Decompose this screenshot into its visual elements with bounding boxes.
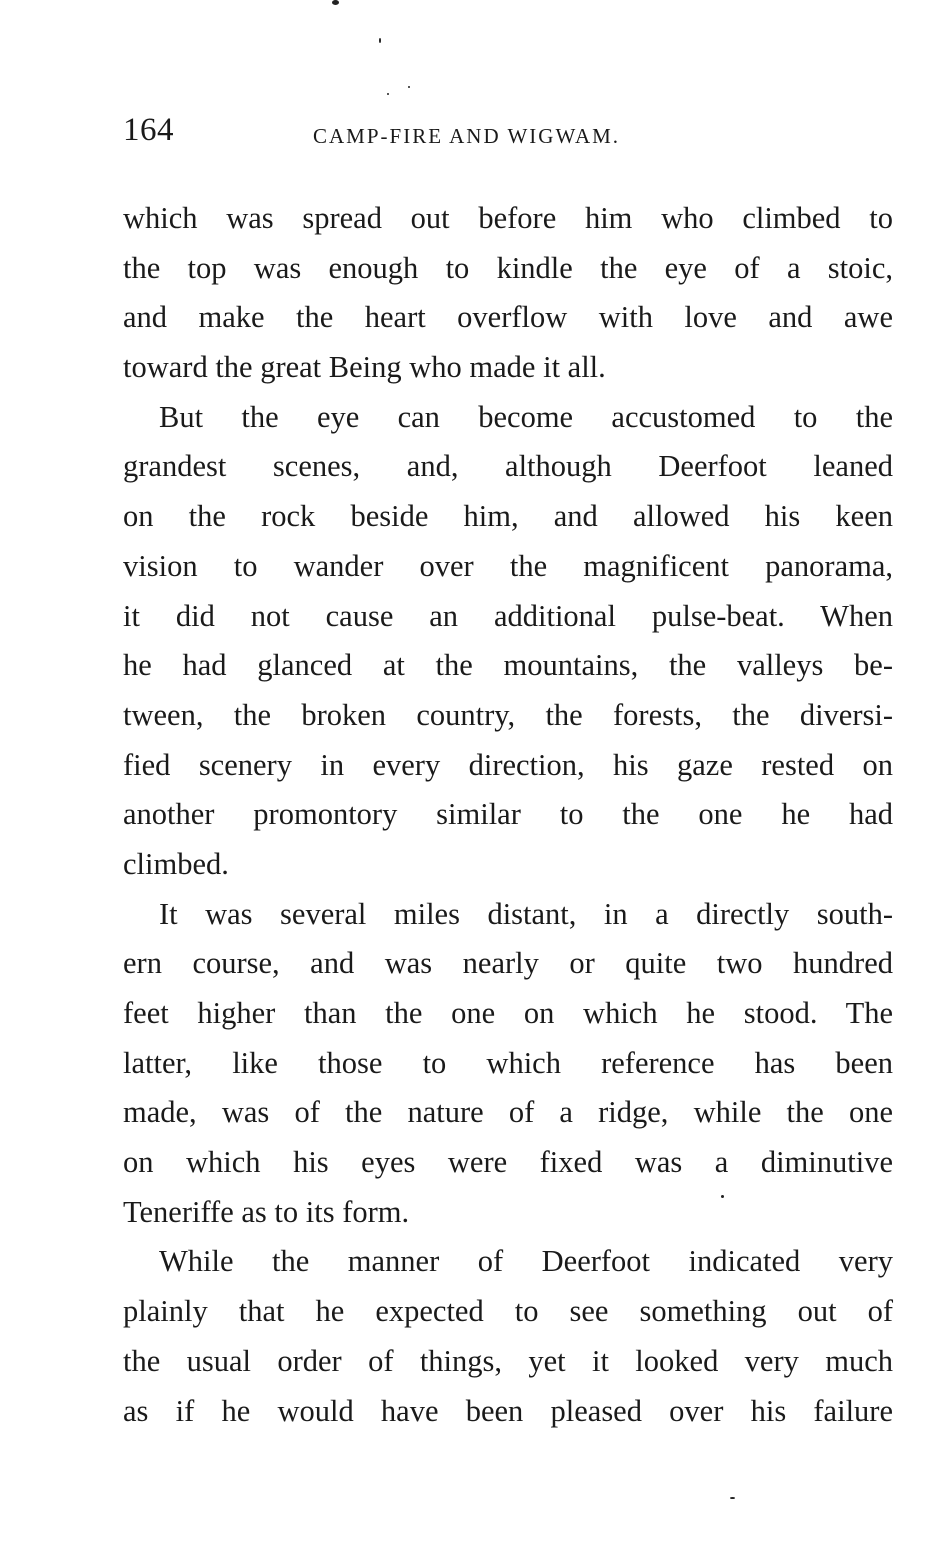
text-line: as if he would have been pleased over his failure <box>123 1393 893 1428</box>
text-line: the top was enough to kindle the eye of a stoic, <box>123 250 893 285</box>
text-line: tween, the broken country, the forests, the diversi- <box>123 697 893 732</box>
text-line: grandest scenes, and, although Deerfoot leaned <box>123 449 893 484</box>
print-speck <box>332 0 339 5</box>
text-line: vision to wander over the magnificent panorama, <box>123 548 893 583</box>
paragraph <box>123 890 893 1238</box>
print-speck <box>387 93 389 95</box>
text-line: and make the heart overflow with love and awe <box>123 300 893 335</box>
print-speck <box>379 38 381 43</box>
text-line: the usual order of things, yet it looked very much <box>123 1343 893 1378</box>
paragraph <box>123 194 893 393</box>
text-line: which was spread out before him who climbed to <box>123 201 893 235</box>
text-line: another promontory similar to the one he had <box>123 797 893 832</box>
text-line: on which his eyes were fixed was a diminutive <box>123 1145 893 1180</box>
text-line: it did not cause an additional pulse-beat. When <box>123 598 893 633</box>
body-text <box>123 194 893 1436</box>
print-speck <box>730 1497 735 1499</box>
text-line: toward the great Being who made it all. <box>123 350 606 385</box>
text-line: feet higher than the one on which he stood. The <box>123 996 893 1030</box>
text-line: on the rock beside him, and allowed his keen <box>123 499 893 534</box>
text-line: latter, like those to which reference has been <box>123 1045 893 1080</box>
paragraph <box>123 393 893 890</box>
text-line: But the eye can become accustomed to the <box>159 399 893 434</box>
text-line: he had glanced at the mountains, the valleys be- <box>123 648 893 683</box>
text-line: climbed. <box>123 846 229 881</box>
page-number: 164 <box>123 112 174 148</box>
paragraph <box>123 1237 893 1436</box>
text-line: fied scenery in every direction, his gaze rested on <box>123 747 893 782</box>
text-line: It was several miles distant, in a directly south- <box>159 896 893 931</box>
text-line: ern course, and was nearly or quite two hundred <box>123 946 893 981</box>
print-speck <box>408 86 410 88</box>
text-line: made, was of the nature of a ridge, while the one <box>123 1095 893 1130</box>
running-head: CAMP-FIRE AND WIGWAM. <box>313 124 621 148</box>
text-line: plainly that he expected to see something out of <box>123 1294 893 1329</box>
text-line: Teneriffe as to its form. <box>123 1194 410 1229</box>
text-line: While the manner of Deerfoot indicated very <box>159 1244 893 1279</box>
page-header <box>123 112 893 156</box>
